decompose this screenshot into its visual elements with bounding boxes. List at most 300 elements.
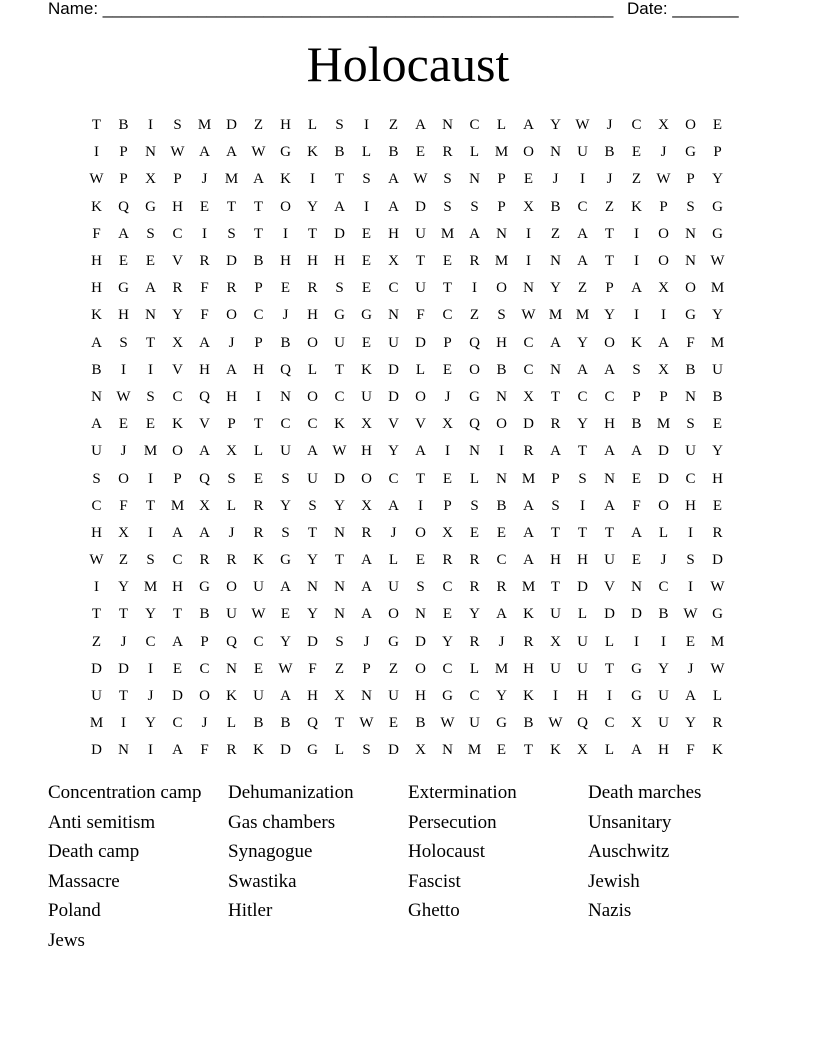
grid-letter: E: [712, 416, 723, 433]
grid-letter: L: [415, 361, 426, 378]
grid-letter: E: [118, 416, 129, 433]
grid-letter: X: [415, 742, 426, 759]
grid-letter: N: [145, 144, 156, 161]
grid-letter: Y: [145, 715, 156, 732]
word-list-item: Anti semitism: [48, 811, 156, 833]
grid-letter: W: [89, 552, 104, 569]
grid-letter: A: [523, 497, 534, 514]
grid-letter: Y: [712, 171, 723, 188]
grid-letter: U: [577, 660, 588, 677]
grid-letter: A: [334, 198, 345, 215]
grid-letter: A: [604, 443, 615, 460]
grid-letter: D: [658, 470, 669, 487]
grid-letter: U: [91, 443, 102, 460]
grid-letter: R: [469, 633, 480, 650]
grid-letter: B: [604, 144, 615, 161]
grid-letter: M: [548, 307, 563, 324]
grid-letter: V: [388, 416, 399, 433]
grid-letter: L: [334, 742, 345, 759]
grid-letter: B: [253, 253, 264, 270]
grid-letter: R: [712, 715, 723, 732]
grid-letter: H: [280, 117, 291, 134]
grid-letter: E: [631, 470, 642, 487]
grid-letter: G: [118, 280, 129, 297]
grid-letter: G: [685, 144, 696, 161]
grid-letter: I: [634, 253, 639, 270]
grid-letter: G: [712, 198, 723, 215]
grid-letter: I: [445, 443, 450, 460]
grid-letter: E: [388, 715, 399, 732]
grid-letter: C: [253, 633, 264, 650]
grid-letter: U: [91, 688, 102, 705]
grid-letter: J: [498, 633, 505, 650]
grid-letter: Y: [496, 688, 507, 705]
grid-letter: A: [199, 144, 210, 161]
grid-letter: X: [172, 334, 183, 351]
grid-letter: F: [686, 334, 695, 351]
grid-letter: E: [118, 253, 129, 270]
grid-letter: R: [307, 280, 318, 297]
grid-letter: E: [361, 225, 372, 242]
grid-letter: N: [523, 280, 534, 297]
grid-letter: I: [310, 171, 315, 188]
grid-letter: E: [145, 416, 156, 433]
grid-letter: O: [226, 579, 237, 596]
grid-letter: P: [362, 660, 371, 677]
grid-letter: E: [415, 552, 426, 569]
grid-letter: B: [631, 416, 642, 433]
date-field-label: Date: _______: [627, 0, 739, 18]
grid-letter: E: [415, 144, 426, 161]
grid-letter: A: [118, 225, 129, 242]
grid-letter: U: [415, 280, 426, 297]
word-list-item: Holocaust: [408, 841, 486, 863]
grid-letter: L: [469, 470, 480, 487]
grid-letter: Y: [550, 117, 561, 134]
word-list-item: Hitler: [228, 900, 273, 922]
grid-letter: I: [148, 660, 153, 677]
grid-letter: H: [658, 742, 669, 759]
grid-letter: H: [334, 253, 345, 270]
grid-letter: Y: [307, 552, 318, 569]
grid-letter: D: [91, 660, 102, 677]
grid-letter: I: [148, 524, 153, 541]
grid-letter: W: [332, 443, 347, 460]
grid-letter: I: [283, 225, 288, 242]
grid-letter: D: [388, 361, 399, 378]
grid-letter: S: [686, 198, 695, 215]
grid-letter: O: [658, 225, 669, 242]
grid-letter: X: [226, 443, 237, 460]
grid-letter: M: [170, 497, 185, 514]
grid-letter: T: [577, 443, 588, 460]
grid-letter: R: [172, 280, 183, 297]
grid-letter: R: [712, 524, 723, 541]
grid-letter: D: [226, 253, 237, 270]
grid-letter: O: [604, 334, 615, 351]
grid-letter: C: [91, 497, 102, 514]
grid-letter: G: [388, 633, 399, 650]
grid-letter: S: [470, 198, 479, 215]
grid-letter: D: [415, 633, 426, 650]
word-list-item: Death marches: [588, 782, 702, 803]
grid-letter: P: [551, 470, 560, 487]
grid-letter: A: [496, 606, 507, 623]
grid-letter: I: [94, 144, 99, 161]
grid-letter: C: [388, 280, 399, 297]
grid-letter: A: [523, 552, 534, 569]
grid-letter: A: [523, 524, 534, 541]
grid-letter: W: [656, 171, 671, 188]
grid-letter: N: [685, 225, 696, 242]
grid-letter: J: [552, 171, 559, 188]
grid-letter: H: [172, 198, 183, 215]
grid-letter: E: [496, 742, 507, 759]
grid-letter: Y: [712, 307, 723, 324]
grid-letter: S: [497, 307, 506, 324]
grid-letter: Y: [145, 606, 156, 623]
grid-letter: K: [91, 307, 102, 324]
grid-letter: M: [521, 579, 536, 596]
grid-letter: A: [550, 443, 561, 460]
grid-letter: R: [253, 524, 264, 541]
grid-letter: O: [658, 253, 669, 270]
grid-letter: Z: [469, 307, 480, 324]
grid-letter: H: [118, 307, 129, 324]
grid-letter: R: [523, 443, 534, 460]
grid-letter: R: [469, 579, 480, 596]
grid-letter: H: [523, 660, 534, 677]
grid-letter: N: [550, 253, 561, 270]
grid-letter: L: [496, 117, 507, 134]
grid-letter: J: [147, 688, 154, 705]
grid-letter: J: [120, 633, 127, 650]
grid-letter: T: [145, 497, 156, 514]
grid-letter: H: [550, 552, 561, 569]
grid-letter: X: [388, 253, 399, 270]
grid-letter: T: [118, 688, 129, 705]
grid-letter: G: [442, 688, 453, 705]
grid-letter: E: [361, 334, 372, 351]
grid-letter: I: [634, 307, 639, 324]
grid-letter: G: [280, 552, 291, 569]
grid-letter: I: [121, 715, 126, 732]
grid-letter: E: [469, 524, 480, 541]
grid-letter: K: [253, 742, 264, 759]
grid-letter: C: [604, 388, 615, 405]
grid-letter: S: [470, 497, 479, 514]
grid-letter: K: [712, 742, 723, 759]
grid-letter: A: [550, 334, 561, 351]
grid-letter: A: [145, 280, 156, 297]
grid-letter: H: [91, 253, 102, 270]
grid-letter: X: [199, 497, 210, 514]
word-list-item: Concentration camp: [48, 782, 202, 803]
grid-letter: D: [631, 606, 642, 623]
grid-letter: O: [658, 497, 669, 514]
grid-letter: O: [685, 117, 696, 134]
word-list-item: Gas chambers: [228, 811, 336, 833]
grid-letter: A: [172, 742, 183, 759]
grid-letter: A: [388, 198, 399, 215]
grid-letter: B: [496, 361, 507, 378]
grid-letter: D: [577, 579, 588, 596]
grid-letter: T: [550, 579, 561, 596]
grid-letter: O: [469, 361, 480, 378]
grid-letter: K: [550, 742, 561, 759]
grid-letter: P: [254, 334, 263, 351]
grid-letter: G: [145, 198, 156, 215]
grid-letter: C: [496, 552, 507, 569]
grid-letter: I: [526, 225, 531, 242]
grid-letter: H: [91, 280, 102, 297]
grid-letter: M: [521, 470, 536, 487]
grid-letter: S: [686, 416, 695, 433]
grid-letter: M: [143, 443, 158, 460]
grid-letter: G: [334, 307, 345, 324]
grid-letter: U: [307, 470, 318, 487]
grid-letter: H: [199, 361, 210, 378]
grid-letter: D: [334, 470, 345, 487]
grid-letter: B: [658, 606, 669, 623]
grid-letter: L: [307, 117, 318, 134]
grid-letter: M: [143, 579, 158, 596]
grid-letter: Y: [307, 606, 318, 623]
grid-letter: A: [91, 416, 102, 433]
grid-letter: D: [280, 742, 291, 759]
grid-letter: M: [494, 144, 509, 161]
grid-letter: M: [440, 225, 455, 242]
grid-letter: K: [307, 144, 318, 161]
grid-letter: Y: [685, 715, 696, 732]
grid-letter: O: [118, 470, 129, 487]
grid-letter: P: [659, 388, 668, 405]
grid-letter: D: [334, 225, 345, 242]
grid-letter: A: [469, 225, 480, 242]
word-list-item: Swastika: [228, 870, 297, 892]
grid-letter: H: [604, 416, 615, 433]
grid-letter: X: [550, 633, 561, 650]
grid-letter: C: [172, 225, 183, 242]
grid-letter: W: [413, 171, 428, 188]
grid-letter: H: [361, 443, 372, 460]
grid-letter: G: [631, 688, 642, 705]
grid-letter: P: [713, 144, 722, 161]
grid-letter: N: [280, 388, 291, 405]
word-list-item: Dehumanization: [228, 782, 354, 803]
grid-letter: S: [686, 552, 695, 569]
grid-letter: H: [307, 307, 318, 324]
grid-letter: L: [604, 633, 615, 650]
grid-letter: C: [172, 388, 183, 405]
grid-letter: I: [202, 225, 207, 242]
grid-letter: H: [577, 688, 588, 705]
grid-letter: A: [631, 742, 642, 759]
grid-letter: P: [119, 144, 128, 161]
grid-letter: W: [710, 660, 725, 677]
grid-letter: B: [199, 606, 210, 623]
grid-letter: Y: [550, 280, 561, 297]
grid-letter: A: [388, 171, 399, 188]
grid-letter: N: [118, 742, 129, 759]
grid-letter: J: [363, 633, 370, 650]
grid-letter: U: [361, 388, 372, 405]
grid-letter: K: [253, 552, 264, 569]
grid-letter: T: [91, 117, 102, 134]
grid-letter: D: [226, 117, 237, 134]
grid-letter: U: [712, 361, 723, 378]
grid-letter: A: [604, 361, 615, 378]
grid-letter: D: [604, 606, 615, 623]
grid-letter: W: [170, 144, 185, 161]
grid-letter: C: [388, 470, 399, 487]
grid-letter: N: [361, 688, 372, 705]
grid-letter: Y: [118, 579, 129, 596]
grid-letter: U: [388, 579, 399, 596]
grid-letter: S: [146, 552, 155, 569]
grid-letter: W: [575, 117, 590, 134]
grid-letter: A: [172, 524, 183, 541]
grid-letter: D: [523, 416, 534, 433]
grid-letter: M: [494, 253, 509, 270]
grid-letter: I: [607, 688, 612, 705]
grid-letter: K: [523, 688, 534, 705]
grid-letter: E: [361, 280, 372, 297]
grid-letter: Z: [334, 660, 345, 677]
grid-letter: S: [227, 470, 236, 487]
grid-letter: U: [658, 688, 669, 705]
grid-letter: U: [685, 443, 696, 460]
grid-letter: L: [253, 443, 264, 460]
grid-letter: S: [578, 470, 587, 487]
grid-letter: O: [496, 416, 507, 433]
grid-letter: A: [577, 253, 588, 270]
grid-letter: A: [388, 497, 399, 514]
grid-letter: O: [523, 144, 534, 161]
grid-letter: A: [91, 334, 102, 351]
grid-letter: N: [685, 388, 696, 405]
grid-letter: I: [472, 280, 477, 297]
grid-letter: L: [226, 715, 237, 732]
grid-letter: D: [118, 660, 129, 677]
name-field-label: Name: ______________________________________________________: [48, 0, 614, 18]
grid-letter: C: [442, 307, 453, 324]
grid-letter: H: [280, 253, 291, 270]
grid-letter: P: [119, 171, 128, 188]
grid-letter: S: [335, 280, 344, 297]
grid-letter: P: [173, 470, 182, 487]
grid-letter: O: [496, 280, 507, 297]
grid-letter: A: [199, 443, 210, 460]
grid-letter: A: [523, 117, 534, 134]
grid-letter: H: [253, 361, 264, 378]
grid-letter: Y: [172, 307, 183, 324]
word-list-item: Auschwitz: [588, 841, 670, 863]
grid-letter: C: [577, 198, 588, 215]
grid-letter: S: [119, 334, 128, 351]
grid-letter: Y: [334, 497, 345, 514]
grid-letter: Y: [280, 633, 291, 650]
grid-letter: M: [656, 416, 671, 433]
grid-letter: T: [226, 198, 237, 215]
grid-letter: F: [308, 660, 317, 677]
word-list-item: Death camp: [48, 841, 140, 863]
grid-letter: D: [415, 334, 426, 351]
grid-letter: T: [118, 606, 129, 623]
grid-letter: T: [604, 253, 615, 270]
grid-letter: I: [688, 579, 693, 596]
grid-letter: B: [496, 497, 507, 514]
grid-letter: A: [172, 633, 183, 650]
grid-letter: H: [388, 225, 399, 242]
grid-letter: R: [550, 416, 561, 433]
grid-letter: K: [631, 198, 642, 215]
grid-letter: I: [661, 307, 666, 324]
grid-letter: J: [390, 524, 397, 541]
grid-letter: A: [280, 579, 291, 596]
grid-letter: B: [280, 715, 291, 732]
grid-letter: Y: [469, 606, 480, 623]
grid-letter: S: [281, 524, 290, 541]
grid-letter: R: [226, 552, 237, 569]
grid-letter: B: [334, 144, 345, 161]
grid-letter: X: [577, 742, 588, 759]
grid-letter: I: [634, 633, 639, 650]
grid-letter: Z: [604, 198, 615, 215]
grid-letter: E: [253, 660, 264, 677]
grid-letter: J: [660, 144, 667, 161]
grid-letter: B: [415, 715, 426, 732]
grid-letter: A: [199, 334, 210, 351]
grid-letter: N: [442, 117, 453, 134]
grid-letter: E: [631, 144, 642, 161]
grid-letter: B: [388, 144, 399, 161]
grid-letter: G: [631, 660, 642, 677]
grid-letter: A: [361, 552, 372, 569]
grid-letter: Z: [253, 117, 264, 134]
grid-letter: O: [685, 280, 696, 297]
grid-letter: C: [631, 117, 642, 134]
grid-letter: Q: [280, 361, 291, 378]
grid-letter: S: [416, 579, 425, 596]
grid-letter: F: [92, 225, 101, 242]
grid-letter: A: [361, 579, 372, 596]
grid-letter: R: [253, 497, 264, 514]
word-list-item: Poland: [48, 900, 101, 922]
grid-letter: G: [469, 388, 480, 405]
grid-letter: B: [523, 715, 534, 732]
grid-letter: F: [119, 497, 128, 514]
grid-letter: E: [442, 253, 453, 270]
grid-letter: A: [577, 361, 588, 378]
grid-letter: N: [469, 171, 480, 188]
grid-letter: L: [658, 524, 669, 541]
grid-letter: Y: [307, 198, 318, 215]
grid-letter: M: [710, 633, 725, 650]
grid-letter: C: [307, 416, 318, 433]
grid-letter: N: [307, 579, 318, 596]
grid-letter: H: [91, 524, 102, 541]
grid-letter: U: [577, 633, 588, 650]
grid-letter: N: [334, 579, 345, 596]
grid-letter: J: [282, 307, 289, 324]
word-list-item: Unsanitary: [588, 811, 672, 833]
grid-letter: I: [634, 225, 639, 242]
worksheet-header: [48, 0, 748, 22]
grid-letter: I: [148, 742, 153, 759]
grid-letter: S: [335, 117, 344, 134]
grid-letter: E: [523, 171, 534, 188]
